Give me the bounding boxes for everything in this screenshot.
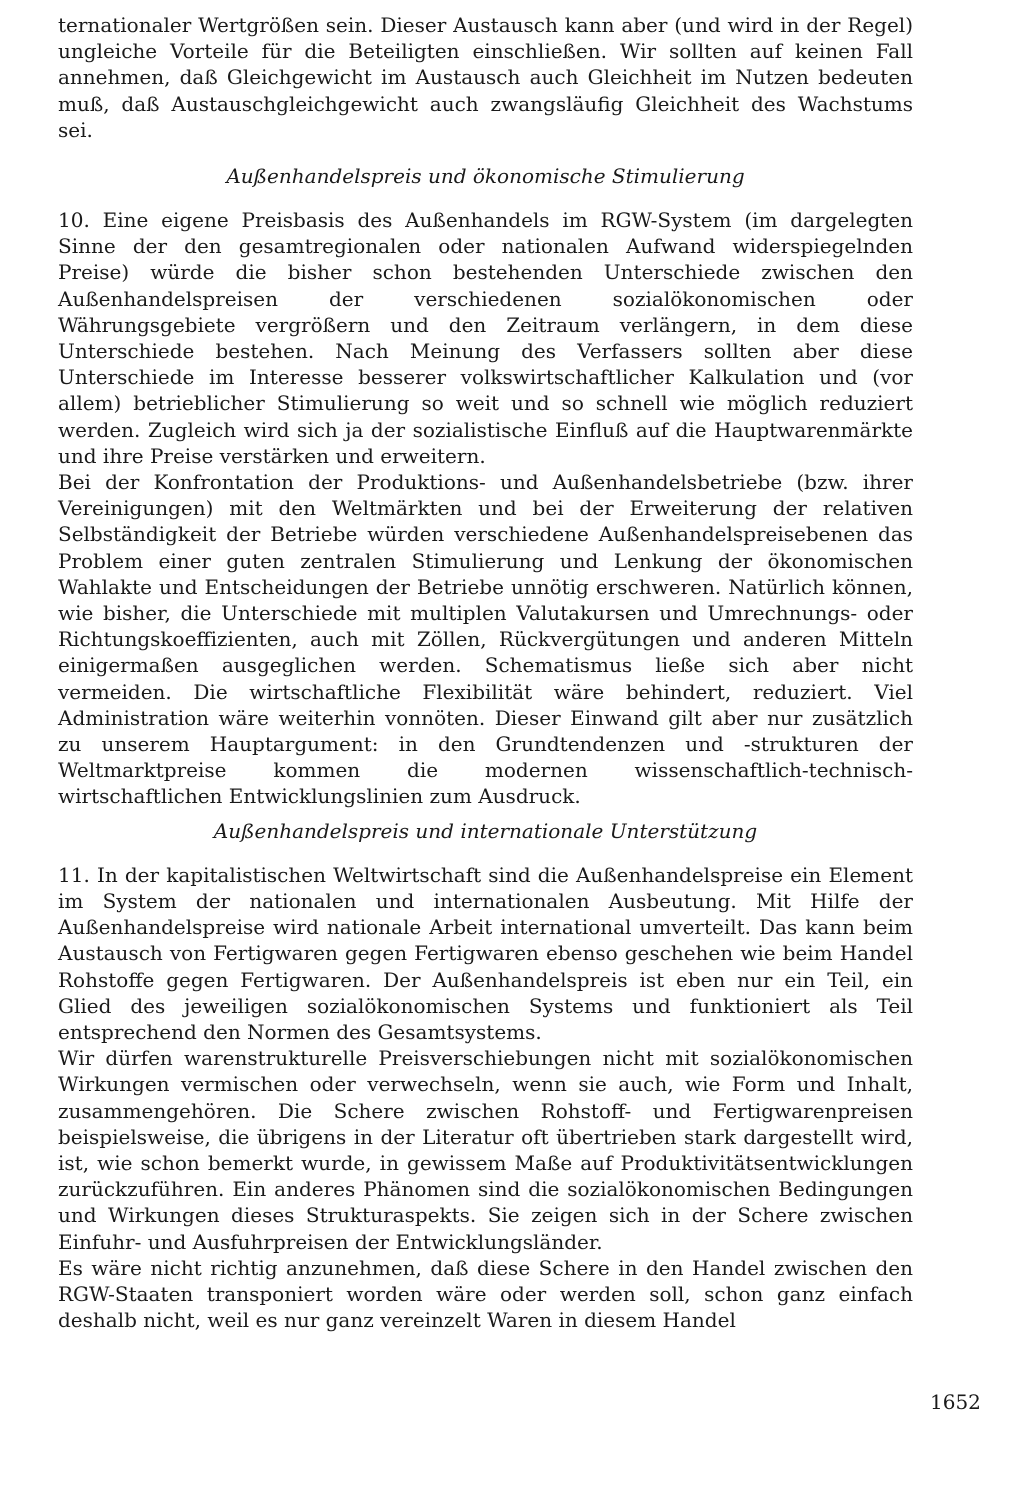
paragraph-schere: Es wäre nicht richtig anzunehmen, daß diese Schere in den Handel zwischen den RGW-Staaten transponiert worden wäre oder werden soll, schon ganz einfach deshalb nicht, weil es nur ganz vereinzelt Waren in diesem Handel (58, 1255, 913, 1333)
paragraph-konfrontation: Bei der Konfrontation der Produktions- und Außenhandelsbetriebe (bzw. ihrer Vereinigungen) mit den Weltmärkten und bei der Erweiterung der relativen Selbständigkeit der Betriebe würden verschiedene Außenhandelspreisebenen das Problem einer guten zentralen Stimulierung und Lenkung der ökonomischen Wahlakte und Entscheidungen der Betriebe unnötig erschweren. Natürlich können, wie bisher, die Unterschiede mit multiplen Valutakursen und Umrechnungs- oder Richtungskoeffizienten, auch mit Zöllen, Rückvergütungen und anderen Mitteln einigermaßen ausgeglichen werden. Schematismus ließe sich aber nicht vermeiden. Die wirtschaftliche Flexibilität wäre behindert, reduziert. Viel Administration wäre weiterhin vonnöten. Dieser Einwand gilt aber nur zusätzlich zu unserem Hauptargument: in den Grundtendenzen und -strukturen der Weltmarktpreise kommen die modernen wissenschaftlich-technisch-wirtschaftlichen Entwicklungslinien zum Ausdruck. (58, 470, 913, 809)
paragraph-10: 10. Eine eigene Preisbasis des Außenhandels im RGW-System (im dargelegten Sinne der den gesamtregionalen oder nationalen Aufwand widerspiegelnden Preise) würde die bisher schon bestehenden Unterschiede zwischen den Außenhandelspreisen der verschiedenen sozialökonomischen oder Währungsgebiete vergrößern und den Zeitraum verlängern, in dem diese Unterschiede bestehen. Nach Meinung des Verfassers sollten aber diese Unterschiede im Interesse besserer volkswirtschaftlicher Kalkulation und (vor allem) betrieblicher Stimulierung so weit und so schnell wie möglich reduziert werden. Zugleich wird sich ja der sozialistische Einfluß auf die Hauptwarenmärkte und ihre Preise verstärken und erweitern. (58, 208, 913, 468)
section-heading-stimulierung: Außenhandelspreis und ökonomische Stimulierung (226, 164, 745, 189)
paragraph-preisverschiebungen: Wir dürfen warenstrukturelle Preisverschiebungen nicht mit sozialökonomischen Wirkungen vermischen oder verwechseln, wenn sie auch, wie Form und Inhalt, zusammengehören. Die Schere zwischen Rohstoff- und Fertigwarenpreisen beispielsweise, die übrigens in der Literatur oft übertrieben stark dargestellt wird, ist, wie schon bemerkt wurde, in gewissem Maße auf Produktivitätsentwicklungen zurückzuführen. Ein anderes Phänomen sind die sozialökonomischen Bedingungen und Wirkungen dieses Strukturaspekts. Sie zeigen sich in der Schere zwischen Einfuhr- und Ausfuhrpreisen der Entwicklungsländer. (58, 1046, 913, 1254)
section-heading-unterstuetzung: Außenhandelspreis und internationale Unterstützung (213, 818, 758, 843)
page-number: 1652 (930, 1390, 981, 1414)
paragraph-intro: ternationaler Wertgrößen sein. Dieser Austausch kann aber (und wird in der Regel) ungleiche Vorteile für die Beteiligten einschließen. Wir sollten auf keinen Fall annehmen, daß Gleichgewicht im Austausch auch Gleichheit im Nutzen bedeuten muß, daß Austauschgleichgewicht auch zwangsläufig Gleichheit des Wachstums sei. (58, 13, 913, 142)
paragraph-11: 11. In der kapitalistischen Weltwirtschaft sind die Außenhandelspreise ein Element im System der nationalen und internationalen Ausbeutung. Mit Hilfe der Außenhandelspreise wird nationale Arbeit international umverteilt. Das kann beim Austausch von Fertigwaren gegen Fertigwaren ebenso geschehen wie beim Handel Rohstoffe gegen Fertigwaren. Der Außenhandelspreis ist eben nur ein Teil, ein Glied des jeweiligen sozialökonomischen Systems und funktioniert als Teil entsprechend den Normen des Gesamtsystems. (58, 862, 913, 1044)
page-body (58, 12, 913, 1333)
